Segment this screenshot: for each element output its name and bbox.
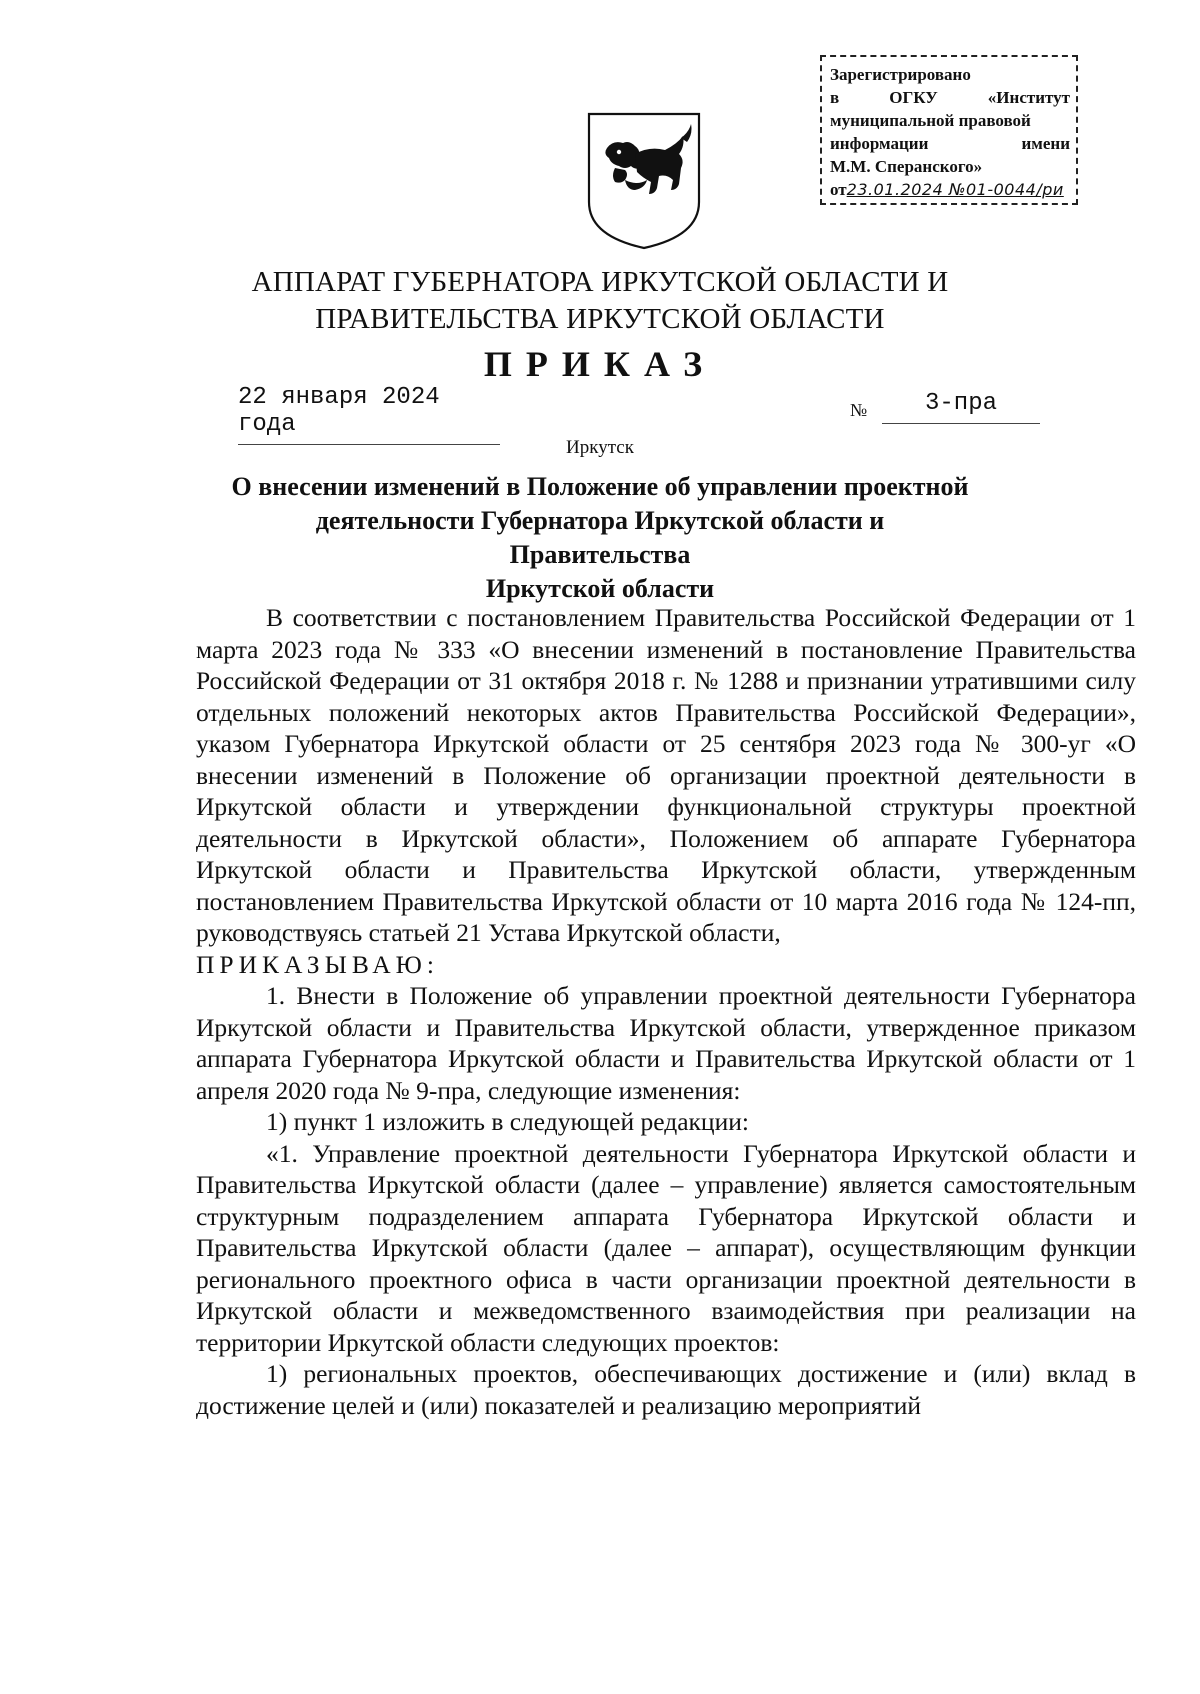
stamp-line-2 <box>830 86 1070 109</box>
organization-title <box>0 264 1200 338</box>
organization-title-line-1: АППАРАТ ГУБЕРНАТОРА ИРКУТСКОЙ ОБЛАСТИ И <box>251 266 949 298</box>
organization-title-line-2: ПРАВИТЕЛЬСТВА ИРКУТСКОЙ ОБЛАСТИ <box>315 303 885 335</box>
number-value: 3-пра <box>882 390 1040 424</box>
item-1-paragraph: 1. Внести в Положение об управлении проектной деятельности Губернатора Иркутской области и Правительства Иркутской области, утвержденное приказом аппарата Губернатора Иркутской области и Правительства Иркутской области от 1 апреля 2020 года № 9-пра, следующие изменения: <box>196 981 1136 1105</box>
stamp-line-4 <box>830 132 1070 155</box>
document-subject <box>230 470 970 606</box>
stamp-line-1: Зарегистрировано <box>830 65 971 84</box>
document-city: Иркутск <box>566 437 634 458</box>
quote-1-paragraph: «1. Управление проектной деятельности Губернатора Иркутской области и Правительства Иркутской области (далее – управление) является самостоятельным структурным подразделением аппарата Губернатора Иркутской области и Правительства Иркутской области (далее – аппарат), осуществляющим функции регионального проектного офиса в части организации проектной деятельности в Иркутской области и межведомственного взаимодействия при реализации на территории Иркутской области следующих проектов: <box>196 1138 1136 1357</box>
registration-stamp <box>820 55 1078 205</box>
order-word: ПРИКАЗЫВАЮ: <box>196 949 439 979</box>
quote-1-item-1-paragraph: 1) региональных проектов, обеспечивающих достижение и (или) вклад в достижение целей и (или) показателей и реализацию мероприятий <box>196 1359 1136 1420</box>
stamp-handwritten-registration: 23.01.2024 №01-0044/ри <box>846 180 1064 199</box>
subject-line-1: О внесении изменений в Положение об управлении проектной <box>231 472 969 501</box>
stamp-line-2-part-3: «Институт <box>987 88 1070 107</box>
document-type-title: ПРИКАЗ <box>483 344 717 384</box>
stamp-line-4-part-2: имени <box>1021 134 1070 153</box>
document-number <box>850 390 1040 424</box>
subject-line-2: деятельности Губернатора Иркутской области и Правительства <box>315 506 885 569</box>
stamp-date-prefix: от <box>830 180 847 199</box>
stamp-line-3: муниципальной правовой <box>830 111 1031 130</box>
subject-line-3: Иркутской области <box>485 574 715 603</box>
subitem-1-paragraph: 1) пункт 1 изложить в следующей редакции: <box>266 1107 749 1136</box>
stamp-line-2-part-1: в <box>830 88 840 107</box>
number-sign: № <box>850 400 868 420</box>
stamp-line-6 <box>830 178 1070 201</box>
stamp-line-2-part-2: ОГКУ <box>889 88 938 107</box>
stamp-line-5: М.М. Сперанского» <box>830 157 983 176</box>
document-date: 22 января 2024 года <box>238 384 500 445</box>
stamp-line-4-part-1: информации <box>830 134 929 153</box>
document-body <box>196 602 1136 1421</box>
preamble-paragraph: В соответствии с постановлением Правительства Российской Федерации от 1 марта 2023 года № 333 «О внесении изменений в постановление Правительства Российской Федерации от 31 октября 2018 г. № 1288 и признании утратившими силу отдельных положений некоторых актов Правительства Российской Федерации», указом Губернатора Иркутской области от 25 сентября 2023 года № 300-уг «О внесении изменений в Положение об организации проектной деятельности в Иркутской области и утверждении функциональной структуры проектной деятельности в Иркутской области», Положением об аппарате Губернатора Иркутской области и Правительства Иркутской области, утвержденным постановлением Правительства Иркутской области от 10 марта 2016 года № 124-пп, руководствуясь статьей 21 Устава Иркутской области, <box>196 603 1136 947</box>
irkutsk-coat-of-arms-icon <box>585 110 703 252</box>
